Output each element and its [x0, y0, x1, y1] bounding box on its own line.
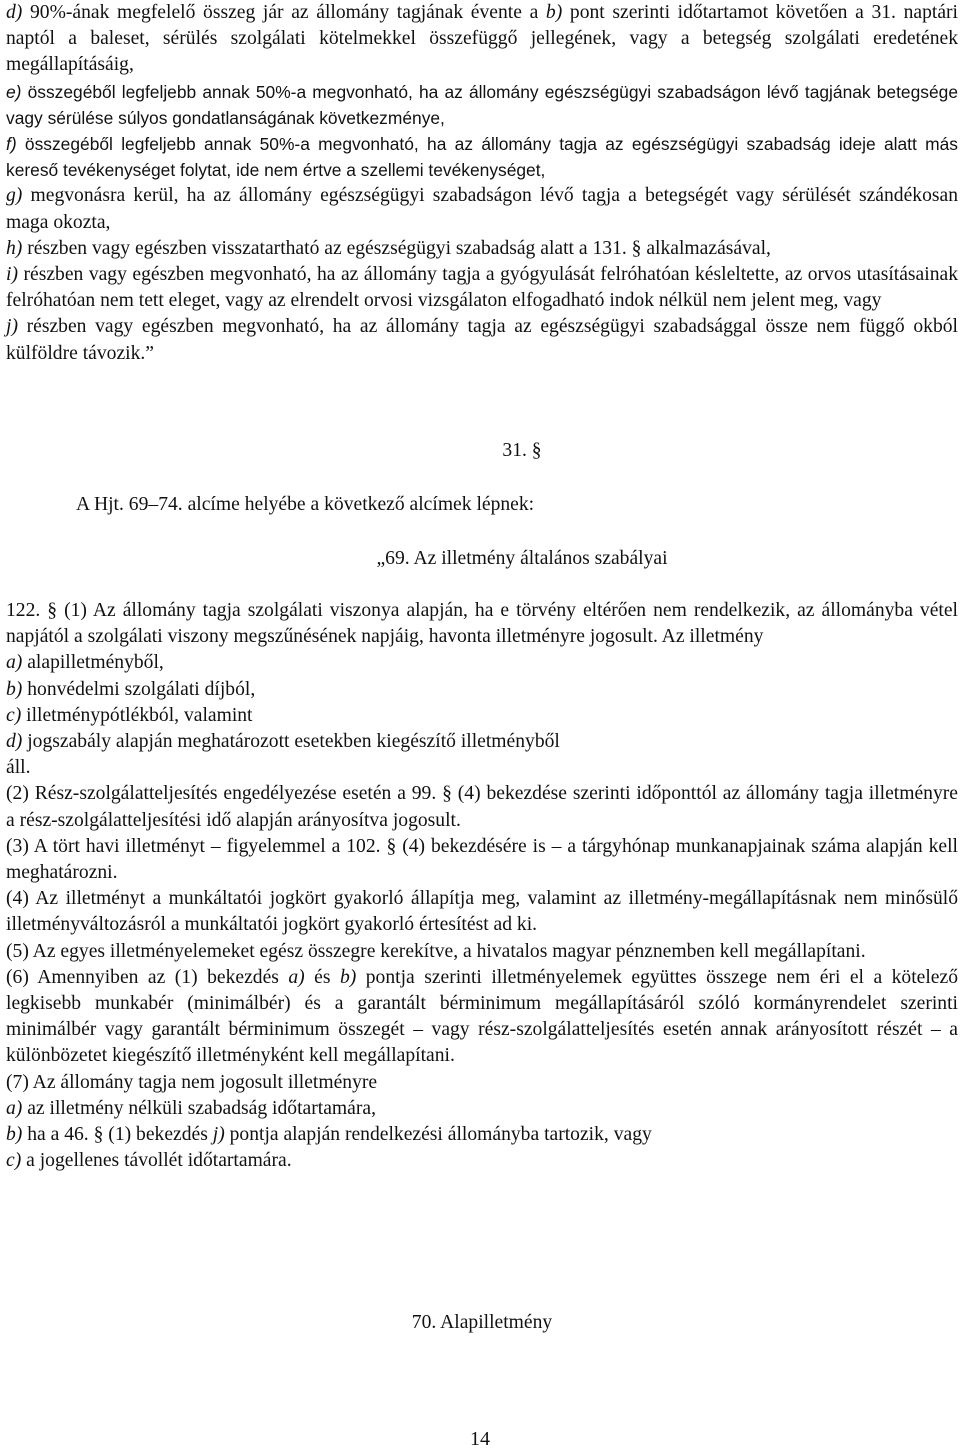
item-text: részben vagy egészben visszatartható az egészségügyi szabadság alatt a 131. § alkalmazásával,	[22, 237, 771, 259]
item-label: d)	[6, 731, 23, 753]
item-text: illetménypótlékból, valamint	[21, 704, 253, 726]
paragraph-text: és	[304, 966, 340, 988]
item-label: i)	[6, 264, 18, 286]
item-ref: b)	[545, 2, 563, 23]
subtitle-69: „69. Az illetmény általános szabályai	[376, 548, 668, 569]
item-label: b)	[6, 678, 23, 700]
item-label: a)	[6, 652, 23, 674]
item-label: a)	[6, 1097, 23, 1119]
item-label: g)	[6, 185, 23, 207]
closing-word: áll.	[6, 757, 31, 779]
item-text: részben vagy egészben megvonható, ha az állomány tagja a gyógyulását felróhatóan késleltette, az orvos utasításainak felróhatóan nem tett eleget, vagy az elrendelt orvosi vizsgálaton elfogadható indok nélkül nem jelent meg, vagy	[6, 264, 958, 312]
item-label: h)	[6, 237, 23, 259]
item-label: e)	[6, 81, 22, 102]
subtitle-70: 70. Alapilletmény	[411, 1312, 553, 1333]
paragraph-5: (5) Az egyes illetményelemeket egész összegre kerekítve, a hivatalos magyar pénznemben kell megállapítani.	[6, 940, 866, 962]
paragraph-4: (4) Az illetményt a munkáltatói jogkört gyakorló állapítja meg, valamint az illetmény-megállapításnak nem minősülő illetményváltozásról a munkáltatói jogkört gyakorló értesítést ad ki.	[6, 888, 958, 936]
item-text: az illetmény nélküli szabadság időtartamára,	[22, 1097, 376, 1119]
item-text: összegéből legfeljebb annak 50%-a megvonható, ha az állomány tagja az egészségügyi szabadság ideje alatt más kereső tevékenységet folytat, ide nem értve a szellemi tevékenységet,	[6, 134, 958, 181]
item-text: a jogellenes távollét időtartamára.	[21, 1150, 292, 1172]
item-label: f)	[6, 134, 17, 155]
item-text: 90%-ának megfelelő összeg jár az állomány tagjának évente a	[22, 2, 546, 23]
item-text: honvédelmi szolgálati díjból,	[22, 678, 256, 700]
item-label: c)	[6, 1150, 22, 1172]
item-text: megvonásra kerül, ha az állomány egészségügyi szabadságon lévő tagja a betegségét vagy sérülését szándékosan maga okozta,	[6, 185, 958, 233]
list-item-d	[6, 0, 958, 79]
item-text: jogszabály alapján meghatározott esetekben kiegészítő illetményből	[22, 731, 560, 753]
paragraph-3: (3) A tört havi illetményt – figyelemmel a 102. § (4) bekezdésére is – a tárgyhónap munkanapjainak száma alapján kell meghatározni.	[6, 835, 958, 884]
list-item-d2	[6, 729, 958, 755]
item-ref: a)	[288, 966, 305, 988]
item-text: összegéből legfeljebb annak 50%-a megvonható, ha az állomány egészségügyi szabadságon lévő tagjának betegsége vagy sérülése súlyos gondatlanságának következménye,	[6, 81, 958, 128]
item-label: j)	[6, 316, 18, 338]
item-text: részben vagy egészben megvonható, ha az állomány tagja az egészségügyi szabadsággal össze nem függő okból külföldre távozik.”	[6, 316, 958, 364]
paragraph-7: (7) Az állomány tagja nem jogosult illetményre	[6, 1071, 378, 1093]
intro-text: A Hjt. 69–74. alcíme helyébe a következő alcímek lépnek:	[76, 494, 535, 515]
list-item-i	[6, 262, 958, 314]
list-item-c	[6, 703, 958, 729]
item-text: pont szerinti időtartamot követően a 31. naptári naptól a baleset, sérülés szolgálati kötelmekkel összefüggő jellegének, vagy a betegség szolgálati eredetének megállapításáig,	[6, 2, 958, 76]
list-item-e	[6, 79, 958, 131]
paragraph-1: 122. § (1) Az állomány tagja szolgálati viszonya alapján, ha e törvény eltérően nem rendelkezik, az állományba vétel napjától a szolgálati viszony megszűnésének napjáig, havonta illetményre jogosult. Az illetmény	[6, 600, 958, 648]
list-item-g	[6, 183, 958, 235]
list-item-a	[6, 650, 958, 676]
list-item-f	[6, 131, 958, 183]
paragraph-6	[6, 965, 958, 1070]
upper-list	[6, 0, 958, 367]
list-item-7c	[6, 1148, 958, 1174]
section-122	[6, 598, 958, 1174]
item-ref: j)	[212, 1124, 225, 1146]
item-text: pontja alapján rendelkezési állományba tartozik, vagy	[224, 1124, 652, 1146]
item-text: alapilletményből,	[22, 652, 164, 674]
item-text: ha a 46. § (1) bekezdés	[22, 1124, 213, 1146]
document-page	[6, 0, 958, 1451]
item-label: b)	[6, 1124, 23, 1146]
list-item-h	[6, 236, 958, 262]
list-item-7a	[6, 1096, 958, 1122]
paragraph-text: pontja szerinti illetményelemek együttes összege nem éri el a kötelező legkisebb munkabér (minimálbér) és a garantált bérminimum megállapításáról szóló kormányrendelet szerinti minimálbér vagy garantált bérminimum összegét – vagy rész-szolgálatteljesítés esetén annak arányosított részét – a különbözetet kiegészítő illetményként kell megállapítani.	[6, 966, 959, 1067]
paragraph-text: (6) Amennyiben az (1) bekezdés	[6, 966, 289, 988]
list-item-j	[6, 314, 958, 366]
item-ref: b)	[339, 966, 357, 988]
page-number: 14	[470, 1428, 490, 1450]
list-item-7b	[6, 1122, 958, 1148]
paragraph-2: (2) Rész-szolgálatteljesítés engedélyezése esetén a 99. § (4) bekezdése szerinti időponttól az állomány tagja illetményre a rész-szolgálatteljesítési idő alapján arányosítva jogosult.	[6, 783, 958, 831]
section-heading: 31. §	[502, 440, 542, 461]
item-label: d)	[6, 2, 23, 23]
item-label: c)	[6, 704, 22, 726]
list-item-b	[6, 677, 958, 703]
